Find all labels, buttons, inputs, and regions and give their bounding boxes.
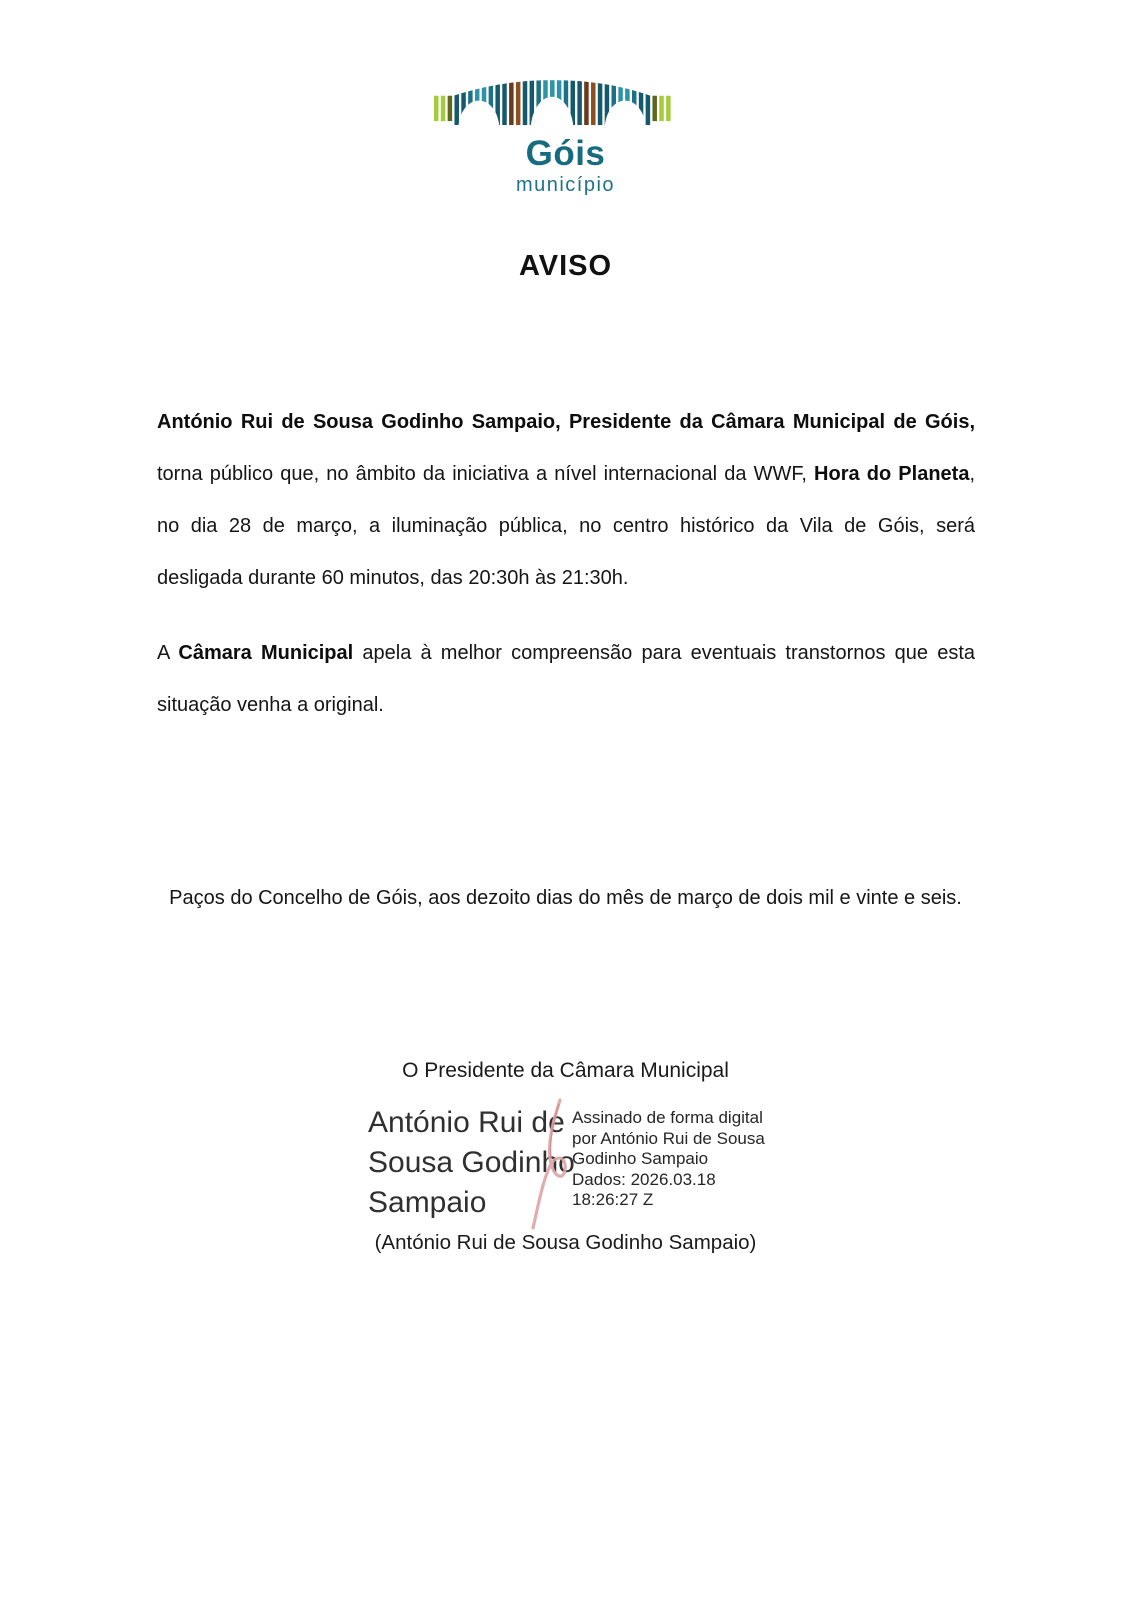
- p1-bold-hora-do-planeta: Hora do Planeta: [814, 463, 970, 485]
- p2-bold-camara-municipal: Câmara Municipal: [178, 642, 354, 664]
- signature-detail-line: Dados: 2026.03.18: [572, 1169, 716, 1189]
- gois-bridge-logo-icon: [434, 80, 671, 131]
- p1-text-1: torna público que, no âmbito da iniciativa a nível internacional da WWF,: [157, 463, 815, 485]
- p2-text-2: apela à melhor compreensão para eventuais transtornos que esta situação venha a original.: [157, 642, 975, 716]
- signer-role-line: O Presidente da Câmara Municipal: [402, 1059, 729, 1082]
- signer-typed-name: (António Rui de Sousa Godinho Sampaio): [374, 1231, 757, 1254]
- notice-body: [157, 396, 975, 731]
- signature-detail-line: Assinado de forma digital: [572, 1108, 763, 1127]
- page-title: AVISO: [518, 250, 613, 282]
- logo-subtitle: município: [515, 174, 616, 196]
- digital-signature-details: [572, 1108, 782, 1211]
- paragraph-2: [157, 627, 975, 731]
- signature-detail-line: Godinho Sampaio: [572, 1149, 709, 1168]
- place-date-line: Paços do Concelho de Góis, aos dezoito dias do mês de março de dois mil e vinte e seis.: [169, 887, 962, 909]
- signature-detail-line: 18:26:27 Z: [572, 1190, 654, 1209]
- paragraph-1: [157, 396, 975, 604]
- digital-signature-name: António Rui de Sousa Godinho Sampaio: [368, 1106, 575, 1219]
- p1-text-2: , no dia 28 de março, a iluminação pública, no centro histórico da Vila de Góis, será desligada durante 60 minutos, das 20:30h às 21:30h.: [157, 463, 975, 589]
- logo-wordmark: Góis: [525, 134, 606, 173]
- p1-bold-signer: António Rui de Sousa Godinho Sampaio, Presidente da Câmara Municipal de Góis,: [157, 411, 975, 433]
- signature-detail-line: por António Rui de Sousa: [572, 1128, 765, 1148]
- adobe-signature-flourish-icon: [526, 1094, 578, 1234]
- p2-text-1: A: [157, 642, 179, 664]
